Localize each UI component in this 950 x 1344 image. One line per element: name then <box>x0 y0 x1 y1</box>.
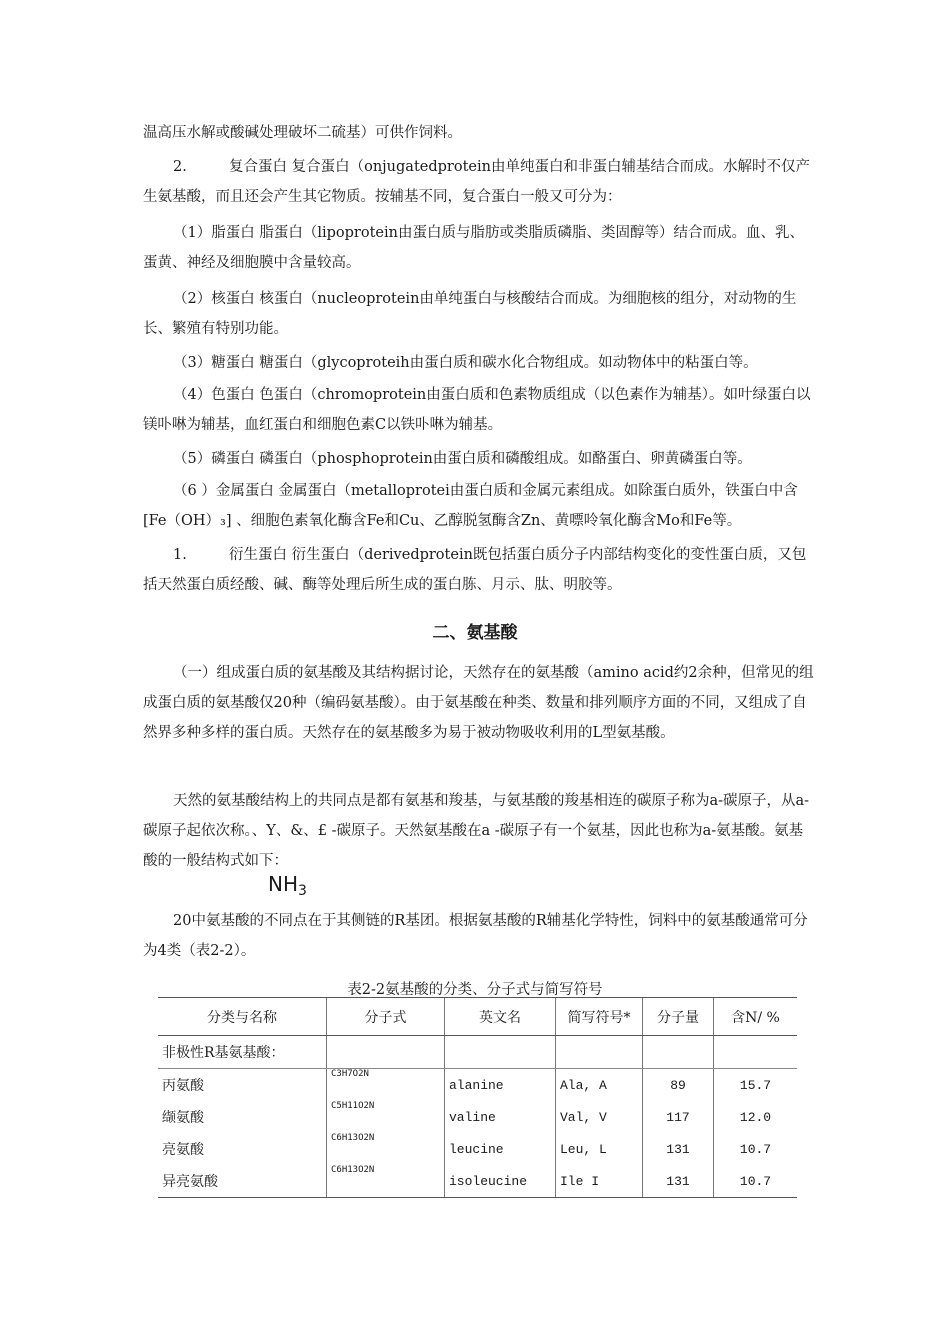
row-english: isoleucine <box>445 1165 556 1198</box>
table-row <box>158 1165 797 1198</box>
paragraph-amino-acid-structure: 天然的氨基酸结构上的共同点是都有氨基和羧基，与氨基酸的羧基相连的碳原子称为a-碳原子，从a-碳原子起依次称。、Y、&、£ -碳原子。天然氨基酸在a -碳原子有一个氨基，因此也称为a-氨基酸。氨基酸的一般结构式如下： <box>143 793 810 869</box>
row-nitrogen: 15.7 <box>714 1069 798 1102</box>
paragraph-conjugated-protein: 2. 复合蛋白 复合蛋白（onjugatedprotein由单纯蛋白和非蛋白辅基结合而成。水解时不仅产生氨基酸，而且还会产生其它物质。按辅基不同，复合蛋白一般又可分为： <box>143 152 815 212</box>
paragraph-glycoprotein: （3）糖蛋白 糖蛋白（glycoproteih由蛋白质和碳水化合物组成。如动物体中的粘蛋白等。 <box>173 355 758 371</box>
header-formula: 分子式 <box>327 998 445 1036</box>
paragraph-phosphoprotein: （5）磷蛋白 磷蛋白（phosphoprotein由蛋白质和磷酸组成。如酪蛋白、卵黄磷蛋白等。 <box>173 451 752 467</box>
paragraph-derived-protein: 1. 衍生蛋白 衍生蛋白（derivedprotein既包括蛋白质分子内部结构变化的变性蛋白质，又包括天然蛋白质经酸、碱、酶等处理后所生成的蛋白胨、月示、肽、明胶等。 <box>143 540 815 600</box>
section-heading: 二、氨基酸 <box>432 623 518 643</box>
table-row <box>158 1101 797 1133</box>
table-group-row <box>158 1036 797 1069</box>
header-category-name: 分类与名称 <box>158 998 327 1036</box>
row-nitrogen: 10.7 <box>714 1133 798 1165</box>
amino-acid-table <box>158 997 797 1198</box>
row-molecular-weight: 117 <box>643 1101 714 1133</box>
paragraph-nucleoprotein: （2）核蛋白 核蛋白（nucleoprotein由单纯蛋白与核酸结合而成。为细胞核的组分，对动物的生长、繁殖有特别功能。 <box>143 291 797 337</box>
row-english: leucine <box>445 1133 556 1165</box>
row-abbreviation: Leu, L <box>556 1133 643 1165</box>
row-name: 丙氨酸 <box>162 1078 204 1094</box>
row-formula: C6H13O2N <box>327 1133 445 1165</box>
row-molecular-weight: 89 <box>643 1069 714 1102</box>
list-number: 1. <box>173 547 187 563</box>
table-header-row <box>158 998 797 1036</box>
paragraph-metalloprotein: （6 ）金属蛋白 金属蛋白（metalloprotei由蛋白质和金属元素组成。如除蛋白质外，铁蛋白中含 [Fe（OH）₃] 、细胞色素氧化酶含Fe和Cu、乙醇脱氢酶含Zn、黄嘌呤氧化酶含Mo和Fe等。 <box>143 483 798 529</box>
row-abbreviation: Ile I <box>556 1165 643 1198</box>
row-abbreviation: Ala, A <box>556 1069 643 1102</box>
table-caption: 表2-2氨基酸的分类、分子式与简写符号 <box>347 982 603 998</box>
header-nitrogen-content: 含N/ % <box>714 998 798 1036</box>
row-formula: C5H11O2N <box>327 1101 445 1133</box>
row-name: 亮氨酸 <box>162 1142 204 1158</box>
list-number: 2. <box>173 159 187 175</box>
group-label: 非极性R基氨基酸： <box>158 1036 327 1069</box>
row-nitrogen: 12.0 <box>714 1101 798 1133</box>
header-molecular-weight: 分子量 <box>643 998 714 1036</box>
paragraph-chromoprotein: （4）色蛋白 色蛋白（chromoprotein由蛋白质和色素物质组成（以色素作为辅基）。如叶绿蛋白以镁卟啉为辅基，血红蛋白和细胞色素C以铁卟啉为辅基。 <box>143 387 811 433</box>
row-english: valine <box>445 1101 556 1133</box>
structural-formula: $NH_3$ <box>268 872 307 899</box>
row-formula: C3H7O2N <box>327 1069 445 1102</box>
row-formula: C6H13O2N <box>327 1165 445 1198</box>
header-english-name: 英文名 <box>445 998 556 1036</box>
paragraph-amino-acid-intro: （一）组成蛋白质的氨基酸及其结构据讨论，天然存在的氨基酸（amino acid约2余种，但常见的组成蛋白质的氨基酸仅20种（编码氨基酸）。由于氨基酸在种类、数量和排列顺序方面的不同，又组成了自然界多种多样的蛋白质。天然存在的氨基酸多为易于被动物吸收利用的L型氨基酸。 <box>143 665 814 741</box>
row-name: 异亮氨酸 <box>158 1165 327 1198</box>
header-abbreviation: 简写符号* <box>556 998 643 1036</box>
row-molecular-weight: 131 <box>643 1133 714 1165</box>
paragraph-lipoprotein: （1）脂蛋白 脂蛋白（lipoprotein由蛋白质与脂肪或类脂质磷脂、类固醇等）结合而成。血、乳、蛋黄、神经及细胞膜中含量较高。 <box>143 225 804 271</box>
row-name: 缬氨酸 <box>162 1110 204 1126</box>
paragraph-r-group: 20中氨基酸的不同点在于其侧链的R基团。根据氨基酸的R辅基化学特性，饲料中的氨基酸通常可分为4类（表2-2）。 <box>143 913 808 959</box>
row-abbreviation: Val, V <box>556 1101 643 1133</box>
row-molecular-weight: 131 <box>643 1165 714 1198</box>
row-english: alanine <box>445 1069 556 1102</box>
paragraph-intro-tail: 温高压水解或酸碱处理破坏二硫基）可供作饲料。 <box>143 125 462 141</box>
row-nitrogen: 10.7 <box>714 1165 798 1198</box>
table-row <box>158 1133 797 1165</box>
table-row <box>158 1069 797 1102</box>
